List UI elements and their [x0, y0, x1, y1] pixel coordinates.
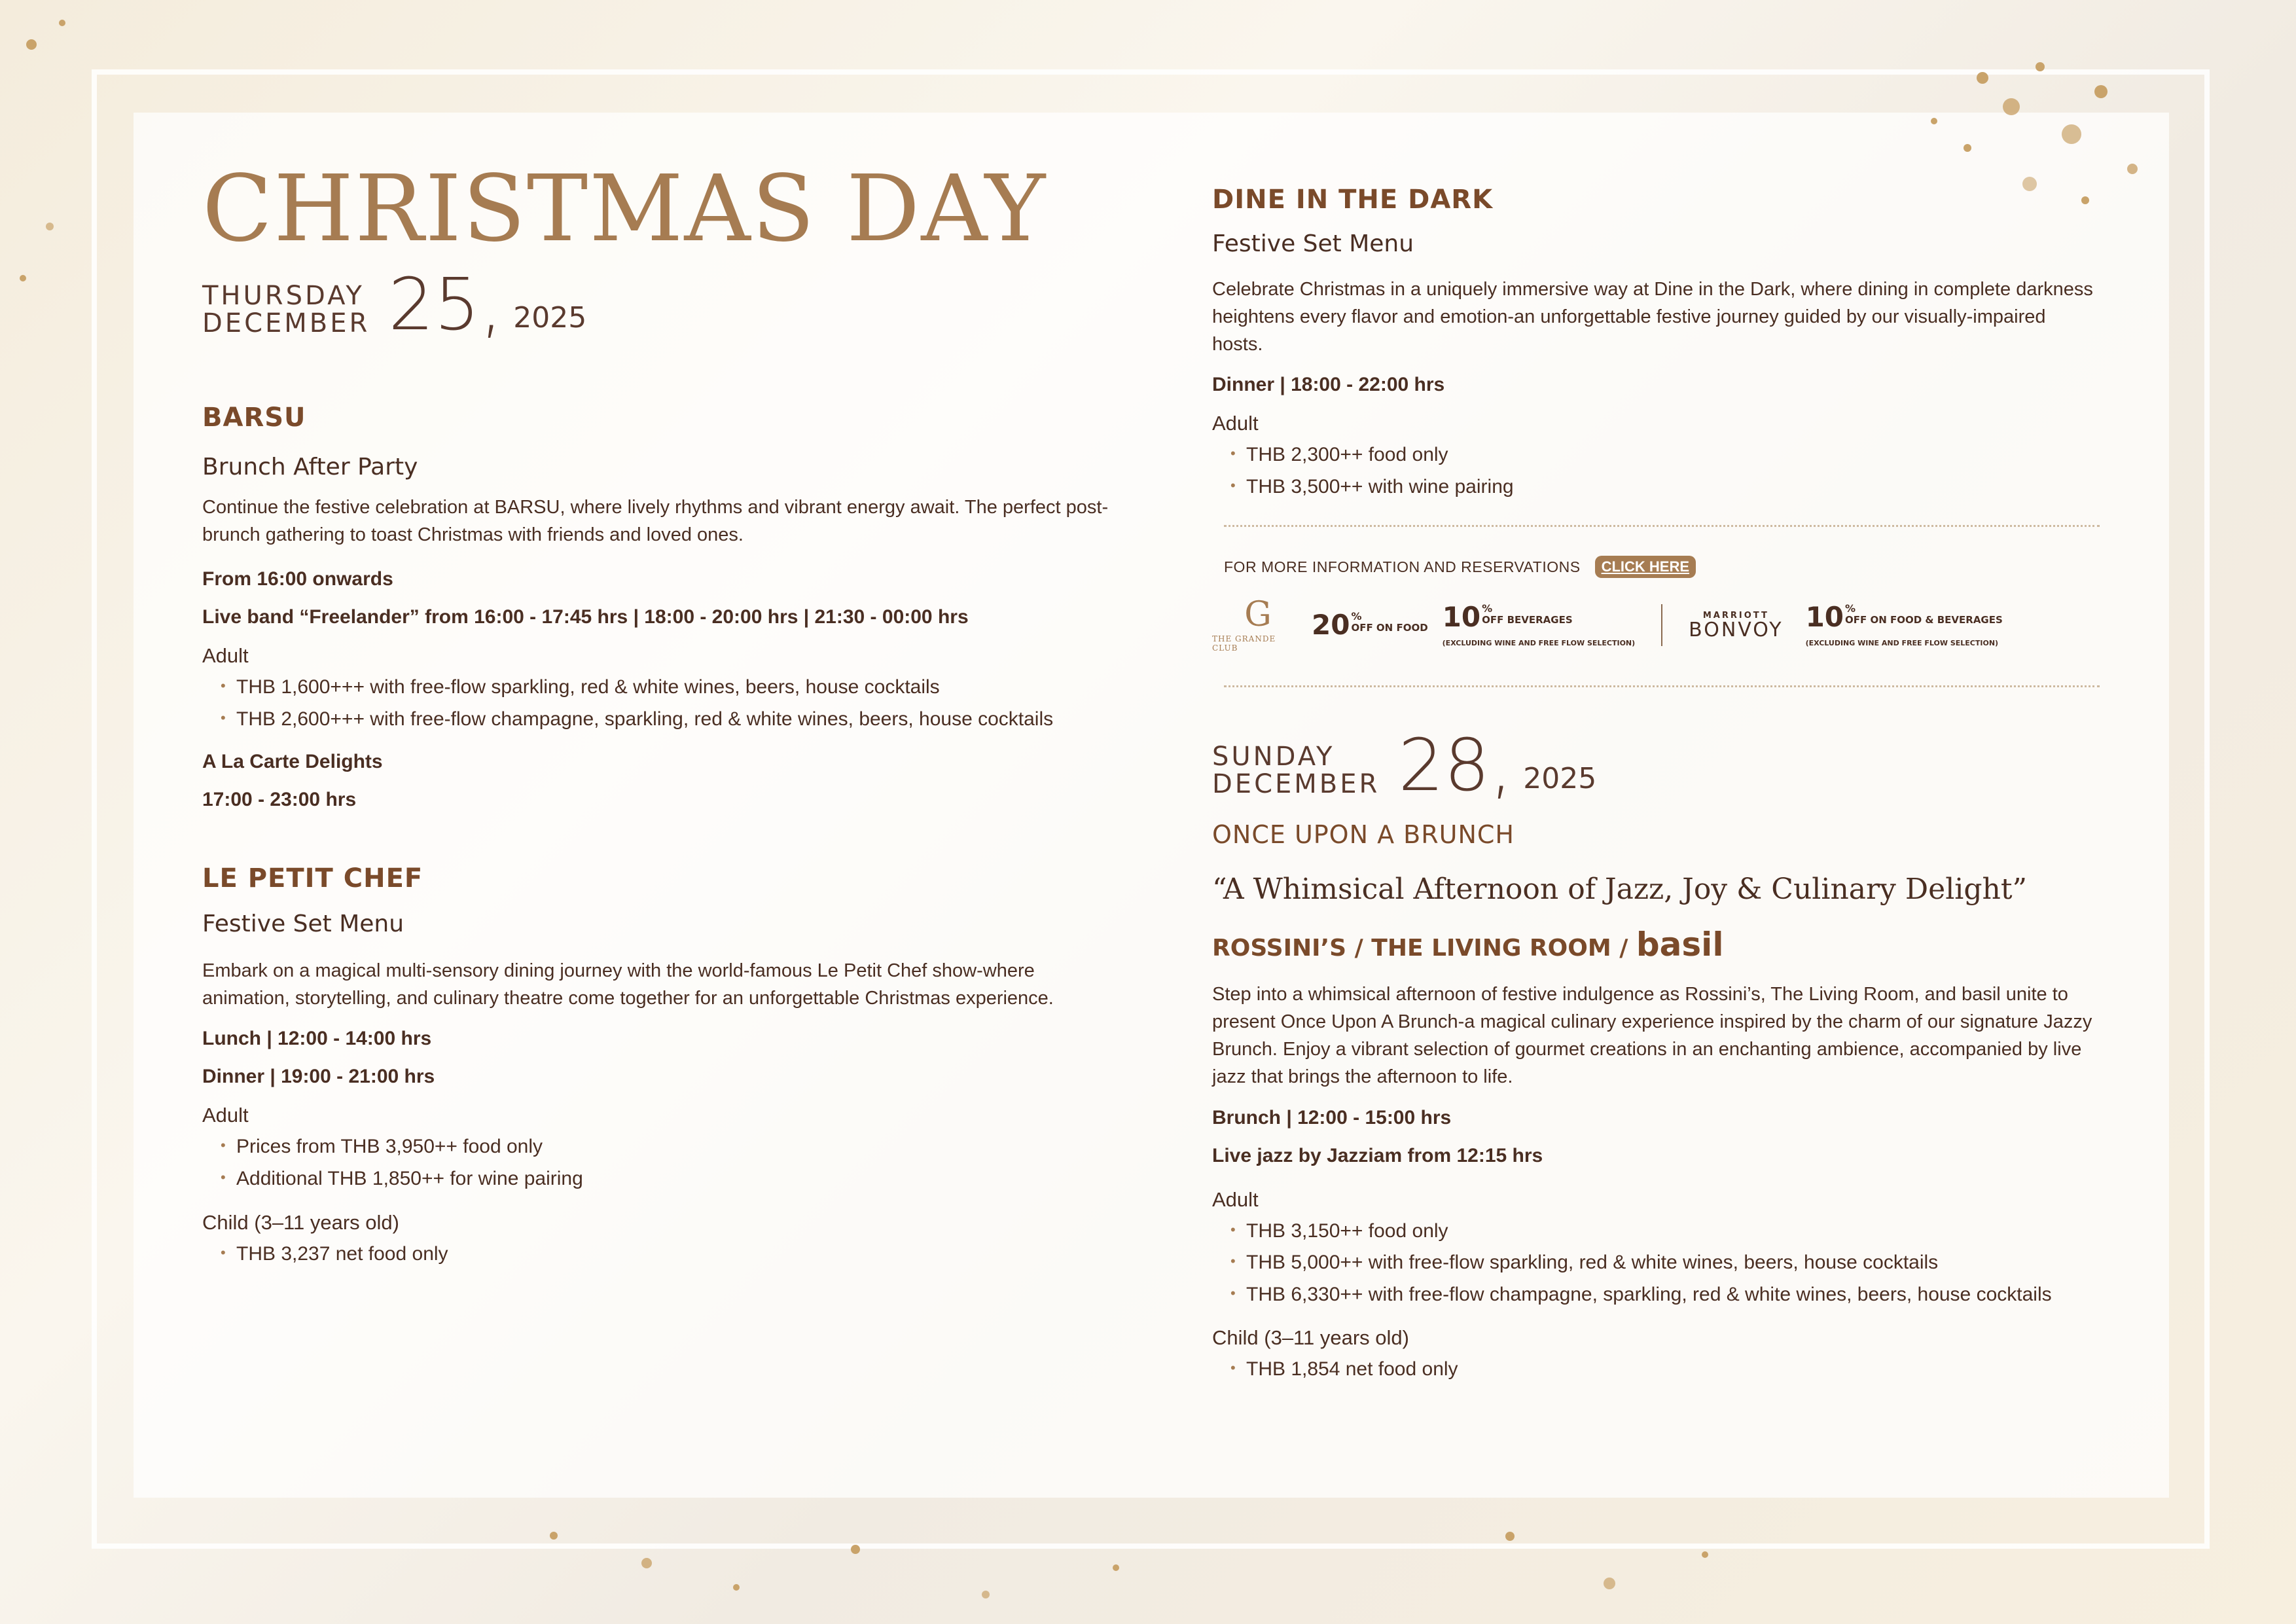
- bev-pct-side: [1482, 604, 1573, 626]
- child-price-list: [202, 1238, 1119, 1271]
- dinner-line: Dinner | 18:00 - 22:00 hrs: [1212, 374, 1445, 396]
- adult-price-list: [202, 672, 1119, 735]
- price-item: • Additional THB 1,850++ for wine pairing: [202, 1163, 1119, 1195]
- weekday: SUNDAY: [1212, 742, 1335, 772]
- le-petit-chef-section: [202, 863, 1119, 1270]
- venue-subtitle: Festive Set Menu: [202, 911, 404, 938]
- month: DECEMBER: [1212, 769, 1380, 800]
- bev-pct: 10: [1442, 600, 1481, 633]
- venue-title: BARSU: [202, 403, 306, 433]
- venue-title: LE PETIT CHEF: [202, 863, 423, 894]
- price-item: • THB 2,300++ food only: [1212, 439, 2096, 471]
- brunch-time: Brunch | 12:00 - 15:00 hrs: [1212, 1106, 1452, 1128]
- venue-subtitle: Festive Set Menu: [1212, 230, 1414, 257]
- beverage-discount: [1442, 600, 1636, 647]
- pct-sign: %: [1845, 602, 1856, 615]
- fb-note: (EXCLUDING WINE AND FREE FLOW SELECTION): [1805, 638, 1999, 647]
- grande-club-logo: [1212, 595, 1304, 653]
- adult-price-list: [1212, 439, 2096, 503]
- brunch-venues: [1212, 926, 2096, 964]
- brunch-description: Step into a whimsical afternoon of festive indulgence as Rossini’s, The Living Room, and basil unite to present Once Upon A Brunch-a magical culinary experience inspired by the charm of our signature Jazzy Brunch. Enjoy a vibrant selection of gourmet creations in an enchanting ambience, accompanied by live jazz that brings the afternoon to life.: [1212, 984, 2092, 1088]
- pct-sign: %: [1351, 610, 1362, 623]
- food-text: OFF ON FOOD: [1351, 622, 1428, 634]
- bonvoy-top: MARRIOTT: [1702, 610, 1769, 621]
- brunch-title: ONCE UPON A BRUNCH: [1212, 820, 1515, 850]
- day-number: 25,: [388, 262, 503, 346]
- year: 2025: [1523, 762, 1597, 796]
- month: DECEMBER: [202, 308, 370, 338]
- fb-pct-row: [1805, 600, 2003, 633]
- price-item: • THB 2,600+++ with free-flow champagne, sparkling, red & white wines, beers, house cocktails: [202, 704, 1119, 736]
- time-line: From 16:00 onwards: [202, 568, 393, 590]
- dinner-line: Dinner | 19:00 - 21:00 hrs: [202, 1066, 435, 1088]
- venue-description: Continue the festive celebration at BARSU, where lively rhythms and vibrant energy await. The perfect post-brunch gathering to toast Christmas with friends and loved ones.: [202, 497, 1109, 546]
- bonvoy-main: BONVOY: [1689, 618, 1784, 641]
- grande-club-name: THE GRANDE CLUB: [1212, 634, 1276, 653]
- sunday-date: [1212, 723, 2096, 808]
- basil-logo: basil: [1636, 926, 1724, 964]
- price-item: • THB 6,330++ with free-flow champagne, sparkling, red & white wines, beers, house cocktails: [1212, 1279, 2096, 1311]
- fb-discount: [1805, 600, 2003, 647]
- once-upon-a-brunch-section: [1212, 820, 2096, 1386]
- fb-pct: 10: [1805, 600, 1844, 633]
- price-item: • THB 1,854 net food only: [1212, 1354, 2096, 1386]
- bev-text: OFF BEVERAGES: [1482, 613, 1573, 626]
- adult-label: Adult: [202, 1104, 249, 1127]
- price-item: • Prices from THB 3,950++ food only: [202, 1131, 1119, 1163]
- venue-subtitle: Brunch After Party: [202, 454, 418, 480]
- pct-sign: %: [1482, 602, 1493, 615]
- beverage-pct-row: [1442, 600, 1636, 633]
- price-item: • THB 5,000++ with free-flow sparkling, red & white wines, beers, house cocktails: [1212, 1247, 2096, 1279]
- price-item: • THB 3,237 net food only: [202, 1238, 1119, 1271]
- info-text: FOR MORE INFORMATION AND RESERVATIONS: [1224, 558, 1581, 575]
- child-price-list: [1212, 1354, 2096, 1386]
- marriott-bonvoy-logo: [1689, 611, 1783, 640]
- christmas-date: [202, 262, 1119, 346]
- dine-in-the-dark-section: [1212, 185, 2096, 503]
- band-line: Live band “Freelander” from 16:00 - 17:45 hrs | 18:00 - 20:00 hrs | 21:30 - 00:00 hrs: [202, 606, 969, 628]
- bev-note: (EXCLUDING WINE AND FREE FLOW SELECTION): [1442, 638, 1636, 647]
- venue-description: Embark on a magical multi-sensory dining journey with the world-famous Le Petit Chef show-where animation, storytelling, and culinary theatre come together for an unforgettable Christmas experience.: [202, 960, 1054, 1009]
- venues-text: ROSSINI’S / THE LIVING ROOM /: [1212, 935, 1628, 962]
- price-item: • THB 3,150++ food only: [1212, 1216, 2096, 1248]
- venue-title: DINE IN THE DARK: [1212, 185, 1494, 215]
- date-words: [202, 282, 370, 337]
- grande-club-mark: G: [1244, 595, 1272, 635]
- day-number: 28,: [1398, 723, 1513, 808]
- reservation-info: [1224, 556, 2096, 578]
- food-discount: [1312, 611, 1428, 639]
- fb-text: OFF ON FOOD & BEVERAGES: [1845, 613, 2003, 626]
- barsu-section: [202, 403, 1119, 811]
- offer-divider: [1661, 604, 1662, 646]
- date-words: [1212, 743, 1380, 798]
- alacarte-time: 17:00 - 23:00 hrs: [202, 789, 357, 811]
- offers-row: [1212, 592, 2096, 658]
- adult-price-list: [1212, 1216, 2096, 1311]
- fb-pct-side: [1845, 604, 2003, 626]
- click-here-button[interactable]: CLICK HERE: [1595, 556, 1696, 578]
- lunch-line: Lunch | 12:00 - 14:00 hrs: [202, 1028, 432, 1050]
- weekday: THURSDAY: [202, 281, 365, 311]
- price-item: • THB 3,500++ with wine pairing: [1212, 471, 2096, 503]
- adult-label: Adult: [1212, 1187, 1259, 1211]
- brunch-quote: “A Whimsical Afternoon of Jazz, Joy & Culinary Delight”: [1212, 873, 2028, 907]
- alacarte-title: A La Carte Delights: [202, 751, 383, 773]
- right-column: [1212, 185, 2096, 1386]
- christmas-day-column: [202, 156, 1119, 1270]
- adult-price-list: [202, 1131, 1119, 1195]
- child-label: Child (3–11 years old): [202, 1210, 399, 1234]
- adult-label: Adult: [1212, 412, 1259, 435]
- divider: [1224, 525, 2100, 527]
- price-item: • THB 1,600+++ with free-flow sparkling, red & white wines, beers, house cocktails: [202, 672, 1119, 704]
- page-title: CHRISTMAS DAY: [202, 156, 1047, 262]
- jazz-line: Live jazz by Jazziam from 12:15 hrs: [1212, 1144, 1543, 1166]
- year: 2025: [513, 301, 587, 334]
- divider: [1224, 685, 2100, 687]
- adult-label: Adult: [202, 644, 249, 668]
- venue-description: Celebrate Christmas in a uniquely immersive way at Dine in the Dark, where dining in complete darkness heightens every flavor and emotion-an unforgettable festive journey guided by our visually-impaired hosts.: [1212, 279, 2093, 355]
- food-pct: 20: [1312, 609, 1350, 641]
- child-label: Child (3–11 years old): [1212, 1326, 1409, 1350]
- food-pct-side: [1351, 611, 1427, 634]
